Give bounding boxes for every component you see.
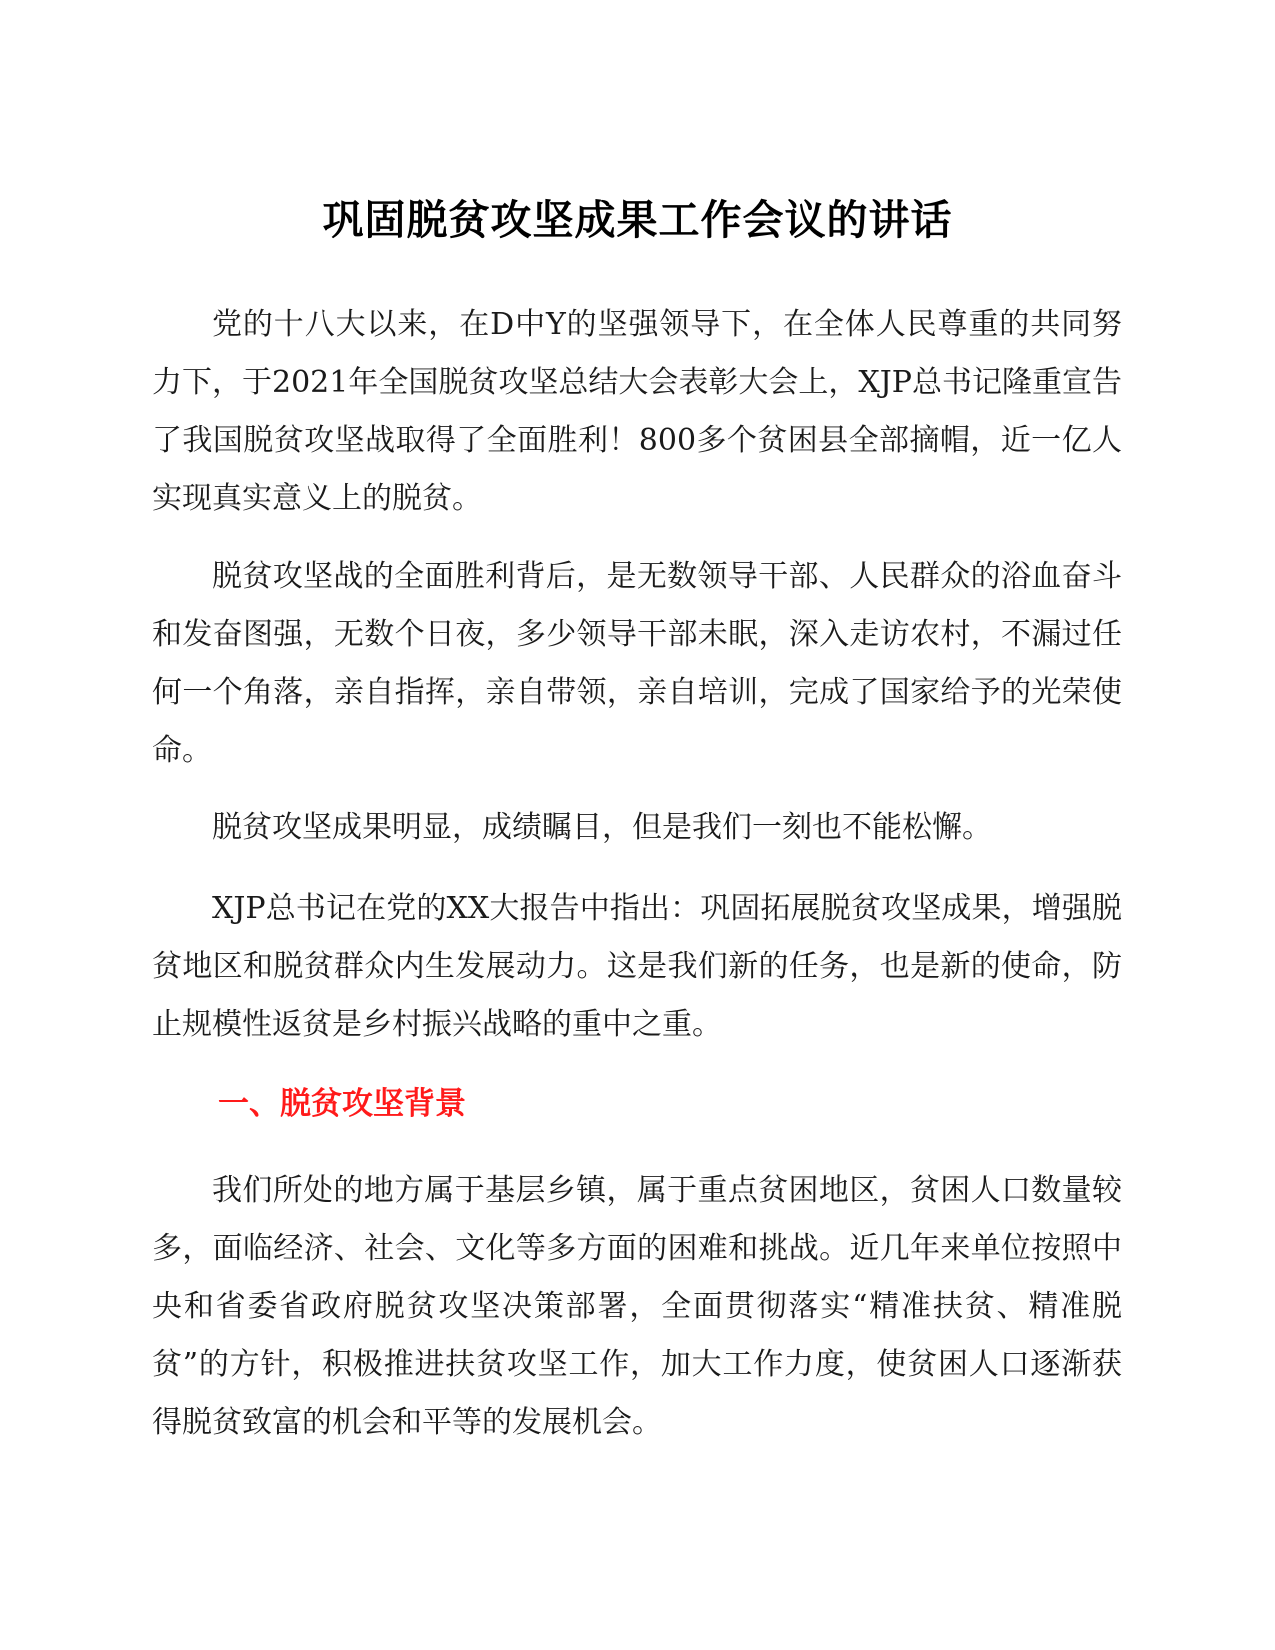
section-heading: 一、脱贫攻坚背景 [218,1086,466,1122]
paragraph-2: 脱贫攻坚战的全面胜利背后，是无数领导干部、人民群众的浴血奋斗和发奋图强，无数个日夜，多少领导干部未眠，深入走访农村，不漏过任何一个角落，亲自指挥，亲自带领，亲自培训，完成了国家给予的光荣使命。 [152,559,1122,768]
document-title: 巩固脱贫攻坚成果工作会议的讲话 [322,196,953,244]
paragraph-3: 脱贫攻坚成果明显，成绩瞩目，但是我们一刻也不能松懈。 [212,810,992,845]
section-paragraph: 我们所处的地方属于基层乡镇，属于重点贫困地区，贫困人口数量较多，面临经济、社会、文化等多方面的困难和挑战。近几年来单位按照中央和省委省政府脱贫攻坚决策部署，全面贯彻落实“精准扶贫、精准脱贫”的方针，积极推进扶贫攻坚工作，加大工作力度，使贫困人口逐渐获得脱贫致富的机会和平等的发展机会。 [152,1173,1122,1440]
paragraph-1: 党的十八大以来，在D中Y的坚强领导下，在全体人民尊重的共同努力下，于2021年全国脱贫攻坚总结大会表彰大会上，XJP总书记隆重宣告了我国脱贫攻坚战取得了全面胜利！800多个贫困县全部摘帽，近一亿人实现真实意义上的脱贫。 [152,307,1122,516]
paragraph-4: XJP总书记在党的XX大报告中指出：巩固拓展脱贫攻坚成果，增强脱贫地区和脱贫群众内生发展动力。这是我们新的任务，也是新的使命，防止规模性返贫是乡村振兴战略的重中之重。 [152,891,1122,1042]
